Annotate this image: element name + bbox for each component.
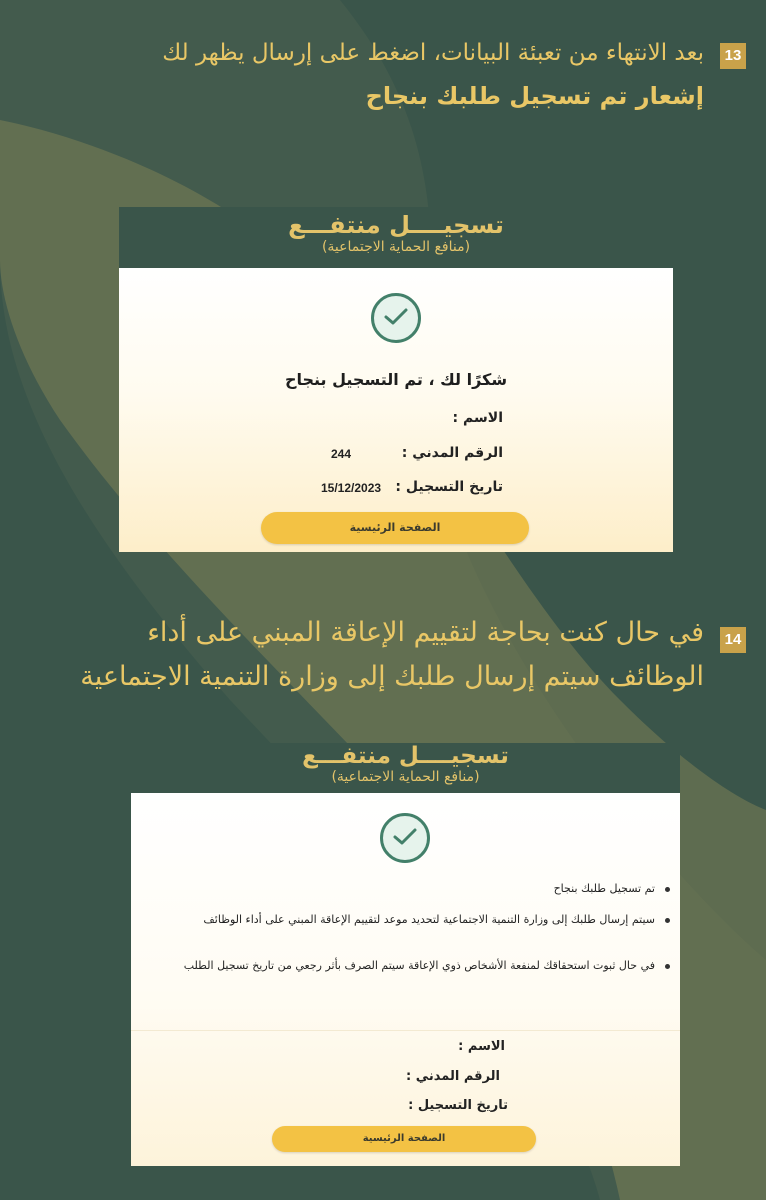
- screen-header: [119, 207, 673, 268]
- page-subtitle: (منافع الحماية الاجتماعية): [321, 239, 471, 255]
- bullet-icon: [665, 887, 670, 892]
- step-number-badge: 13: [720, 43, 746, 69]
- instruction-line-2: إشعار تم تسجيل طلبك بنجاح: [365, 82, 704, 110]
- registration-date-label: تاريخ التسجيل :: [408, 1098, 508, 1113]
- instruction-line-2: الوظائف سيتم إرسال طلبك إلى وزارة التنمية الاجتماعية: [80, 661, 704, 692]
- registration-date-label: تاريخ التسجيل :: [395, 479, 503, 495]
- home-page-button[interactable]: الصفحة الرئيسية: [261, 512, 529, 544]
- screen-body: [119, 268, 673, 552]
- bullet-icon: [665, 918, 670, 923]
- check-circle-icon: [380, 813, 430, 863]
- step-number-badge: 14: [720, 627, 746, 653]
- screen-body: [131, 793, 680, 1166]
- name-label: الاسم :: [458, 1039, 505, 1054]
- registration-pending-screen: [131, 743, 680, 1166]
- registration-success-screen: [119, 207, 673, 552]
- civil-number-label: الرقم المدني :: [406, 1069, 500, 1084]
- success-message: شكرًا لك ، تم التسجيل بنجاح: [284, 370, 508, 389]
- check-circle-icon: [371, 293, 421, 343]
- list-item: سيتم إرسال طلبك إلى وزارة التنمية الاجتماعية لتحديد موعد لتقييم الإعاقة المبني على أداء الوظائف: [150, 911, 670, 928]
- instruction-14: [0, 615, 766, 705]
- list-item: تم تسجيل طلبك بنجاح: [150, 880, 670, 897]
- page-subtitle: (منافع الحماية الاجتماعية): [331, 769, 480, 785]
- screen-header: [131, 743, 680, 793]
- civil-number-value: 244: [331, 447, 352, 461]
- registration-date-value: 15/12/2023: [321, 481, 382, 495]
- home-page-button[interactable]: الصفحة الرئيسية: [272, 1126, 536, 1152]
- name-label: الاسم :: [452, 410, 503, 426]
- instruction-13: [0, 38, 766, 128]
- list-item: في حال ثبوت استحقاقك لمنفعة الأشخاص ذوي الإعاقة سيتم الصرف بأثر رجعي من تاريخ تسجيل الطلب: [150, 957, 670, 974]
- instruction-line-1: بعد الانتهاء من تعبئة البيانات، اضغط على إرسال يظهر لك: [162, 40, 704, 66]
- instruction-line-1: في حال كنت بحاجة لتقييم الإعاقة المبني على أداء: [147, 617, 704, 648]
- civil-number-label: الرقم المدني :: [401, 445, 503, 461]
- section-divider: [131, 1030, 680, 1031]
- page-title: تسجيــــل منتفـــع: [288, 211, 504, 239]
- bullet-icon: [665, 964, 670, 969]
- page-title: تسجيــــل منتفـــع: [302, 743, 509, 769]
